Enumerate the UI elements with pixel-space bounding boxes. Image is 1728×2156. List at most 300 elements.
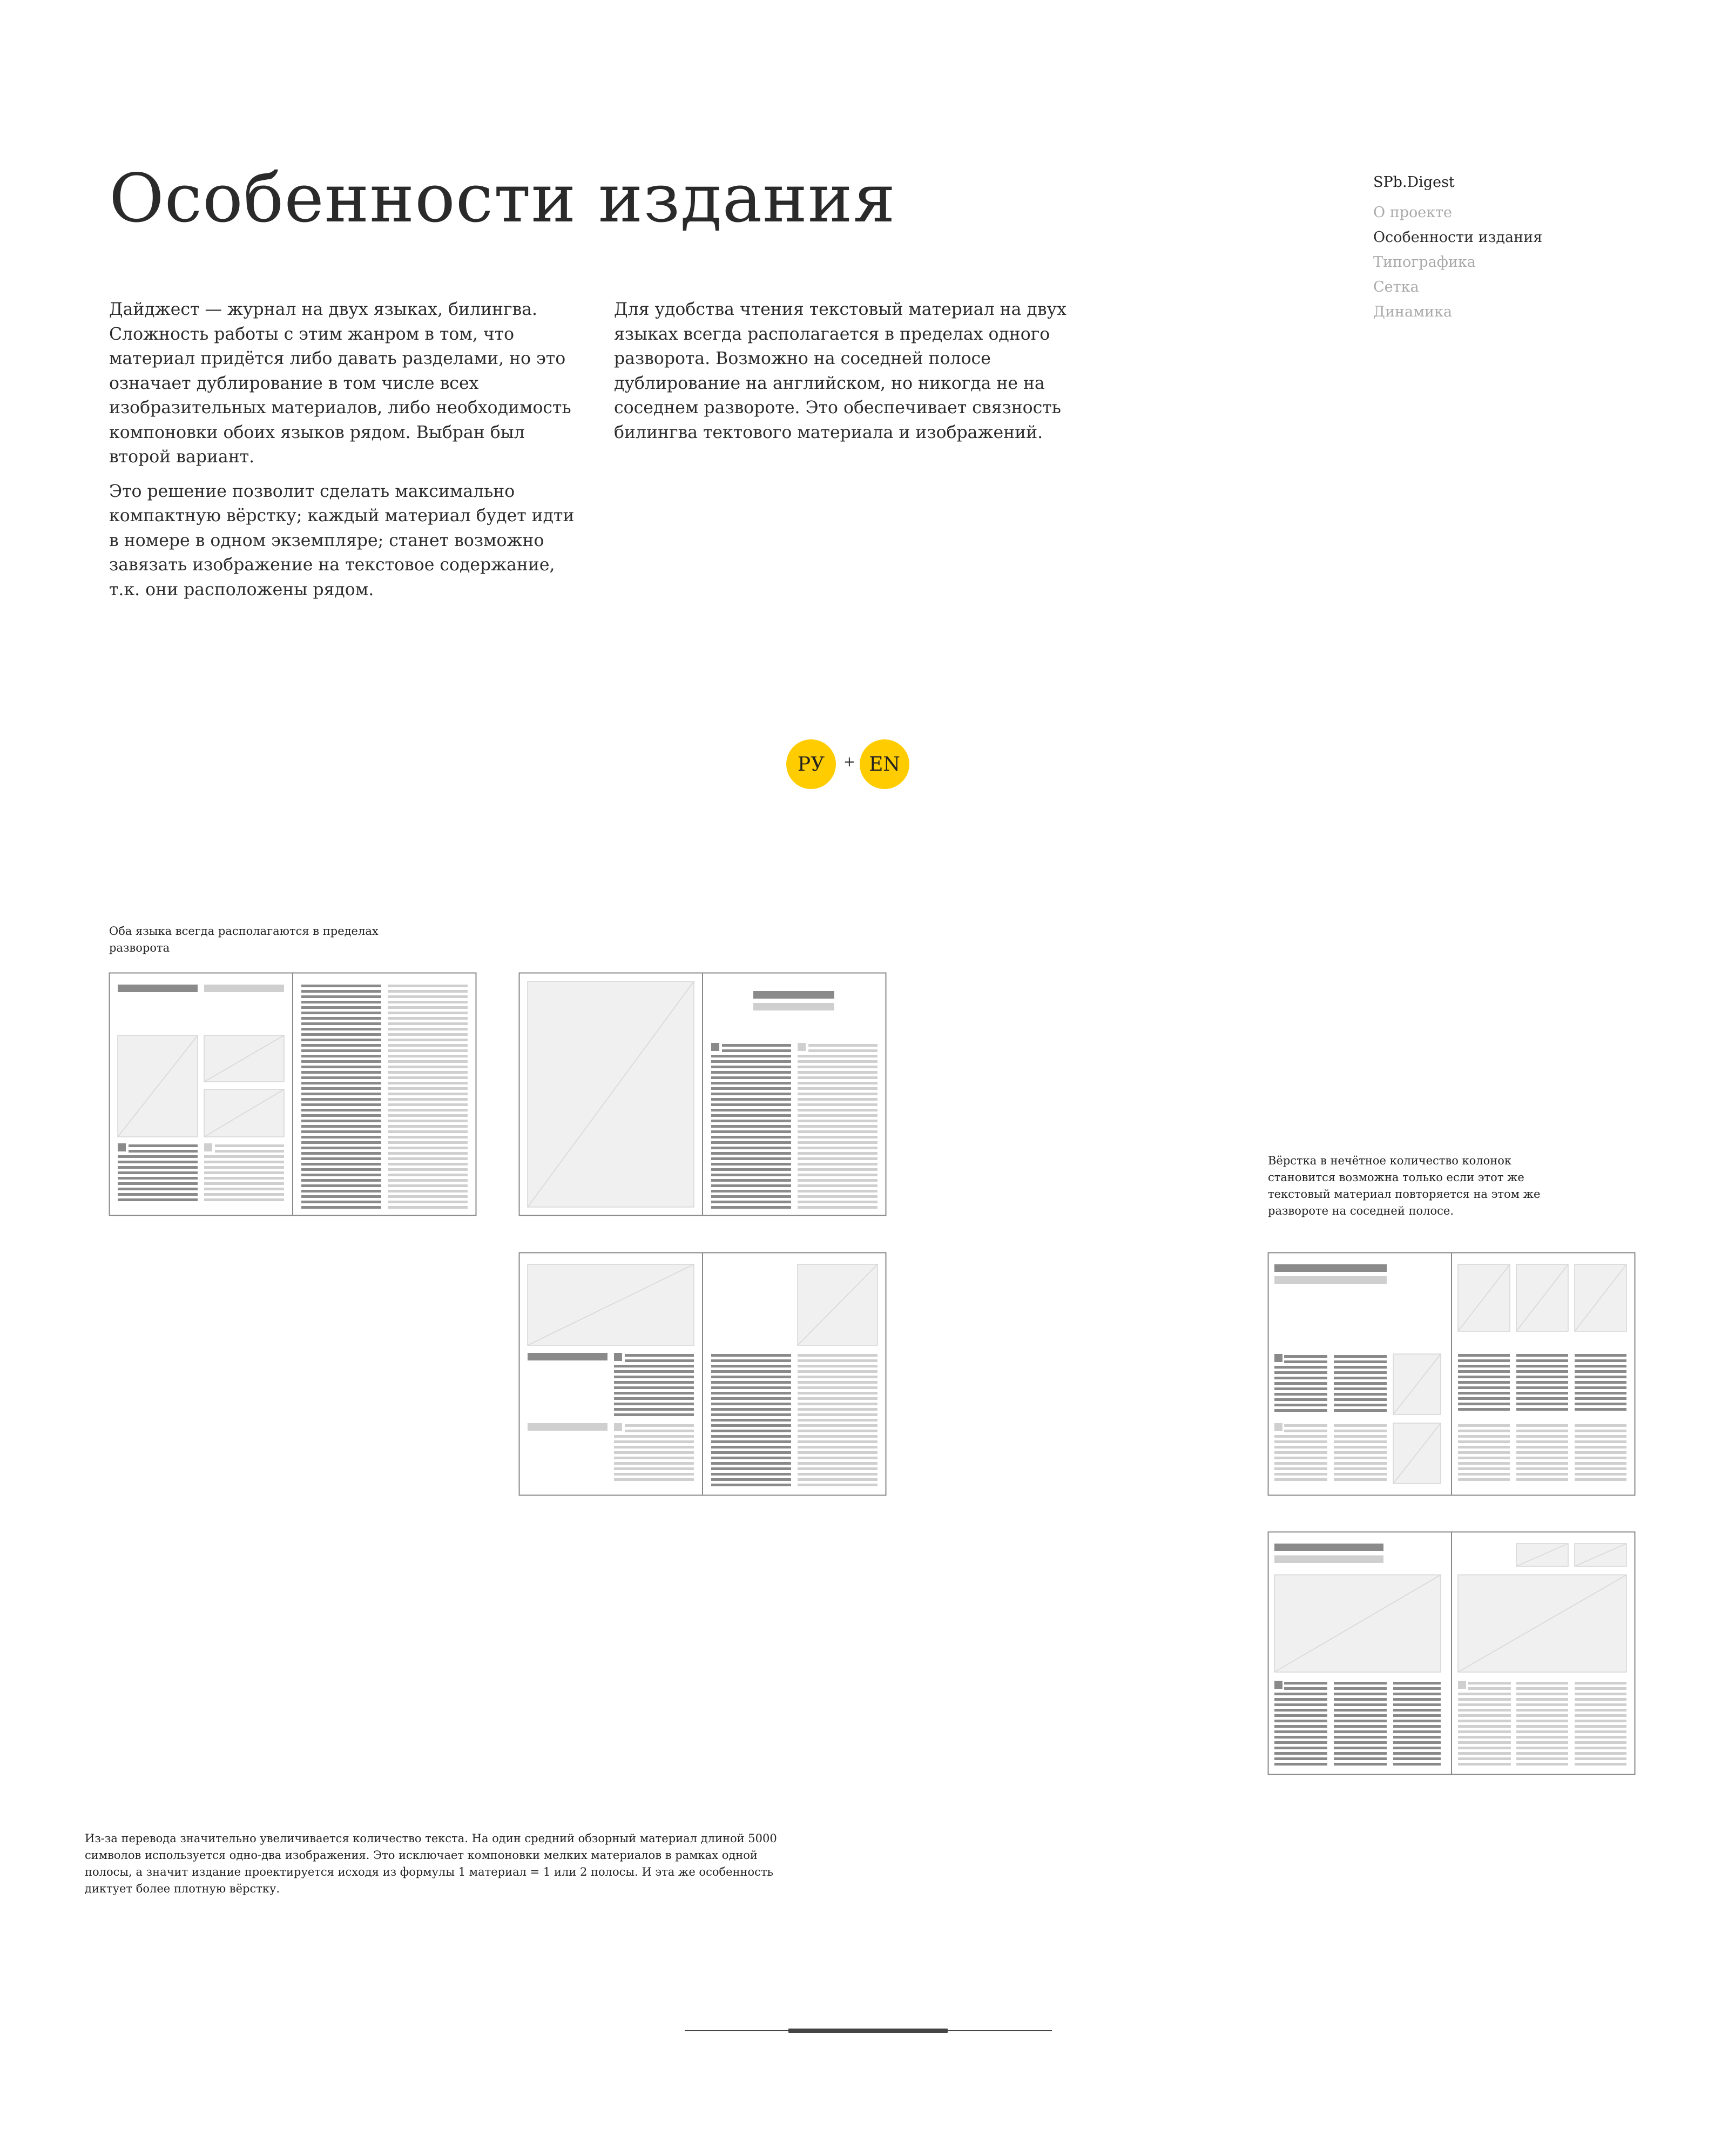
text-line [1274,1741,1327,1744]
text-line [1516,1440,1568,1443]
heading-bar [528,1353,608,1360]
text-line [301,1184,381,1187]
heading-bar [753,1003,834,1010]
text-line [711,1403,791,1405]
text-line [301,990,381,993]
text-line [1334,1730,1387,1733]
text-line [1458,1424,1510,1427]
text-line [1458,1703,1511,1706]
text-line [1274,1752,1327,1755]
text-line [711,1381,791,1384]
text-line [301,1049,381,1052]
text-line [388,1120,468,1122]
text-line [301,1109,381,1111]
text-line [118,1182,198,1185]
text-line [614,1403,694,1405]
text-line [1458,1730,1511,1733]
text-line [388,1114,468,1117]
text-line [1575,1424,1626,1427]
text-line [301,1168,381,1171]
text-line [1334,1424,1387,1427]
intro-paragraph: Дайджест — журнал на двух языках, билингва. Сложность работы с этим жанром в том, что материал придётся либо давать разделами, но это означает дублирование в том числе всех изобразительных материалов, либо необходимость компоновки обоих языков рядом. Выбран был второй вариант. [109,300,571,467]
text-line [1575,1359,1626,1362]
text-line [1393,1741,1441,1744]
slider-thumb[interactable] [788,2029,948,2033]
text-line [798,1103,878,1106]
text-line [711,1446,791,1448]
text-line [301,1179,381,1182]
text-line [1516,1752,1568,1755]
text-line [388,1190,468,1192]
text-line [388,1071,468,1074]
text-line [388,1022,468,1025]
text-line [1284,1682,1327,1685]
text-line [1334,1736,1387,1739]
text-line [1458,1462,1510,1465]
text-line [388,1168,468,1171]
text-line [1458,1386,1510,1389]
text-line [1458,1725,1511,1728]
text-line [1516,1763,1568,1766]
text-line [1575,1440,1626,1443]
nav-item-typography[interactable]: Типографика [1373,254,1476,271]
text-line [388,1201,468,1203]
text-line [798,1147,878,1149]
text-line [301,985,381,987]
heading-bar [204,985,284,992]
text-line [301,1055,381,1057]
text-line [129,1144,198,1147]
spread-diagram [1268,1532,1635,1775]
text-line [1575,1386,1626,1389]
text-line [301,1028,381,1030]
text-line [798,1098,878,1101]
text-line [1274,1730,1327,1733]
text-line [711,1467,791,1470]
text-line [1393,1698,1441,1701]
text-line [798,1195,878,1198]
text-line [798,1071,878,1074]
text-line [711,1098,791,1101]
page-slider[interactable] [685,2027,1052,2034]
text-line [301,1206,381,1209]
text-line [301,1066,381,1068]
text-line [1334,1714,1387,1717]
text-line [798,1446,878,1448]
text-line [1334,1682,1387,1685]
text-line [1458,1709,1511,1712]
text-line [1334,1404,1387,1406]
text-line [1516,1741,1568,1744]
text-line [1458,1397,1510,1400]
text-line [1334,1720,1387,1722]
text-line [1274,1387,1327,1390]
text-line [1516,1703,1568,1706]
text-line [301,1060,381,1063]
text-line [1468,1682,1511,1685]
text-line [798,1130,878,1133]
text-line [798,1359,878,1362]
spread-diagram [519,973,886,1216]
text-line [1575,1397,1626,1400]
text-line [614,1473,694,1475]
text-line [301,1174,381,1176]
text-line [388,1033,468,1036]
heading-bar [1274,1555,1383,1563]
intro-column-left [109,298,584,612]
text-line [1393,1682,1441,1685]
text-line [711,1478,791,1481]
text-line [204,1177,284,1180]
text-line [798,1179,878,1182]
text-line [614,1478,694,1481]
text-line [1575,1446,1626,1448]
text-line [1274,1435,1327,1438]
text-line [798,1430,878,1432]
text-line [711,1093,791,1095]
text-line [1393,1687,1441,1690]
caption-odd-columns: Вёрстка в нечётное количество колонок становится возможна только если этот же текстовый материал повторяется на этом же развороте на соседней полосе. [1268,1154,1541,1217]
text-line [1393,1747,1441,1749]
text-line [798,1093,878,1095]
text-line [1458,1440,1510,1443]
text-line [1458,1354,1510,1357]
text-line [1334,1725,1387,1728]
text-line [625,1359,694,1362]
text-line [118,1188,198,1190]
text-line [1458,1430,1510,1432]
text-line [711,1168,791,1171]
text-line [711,1103,791,1106]
caption-translation: Из-за перевода значительно увеличивается количество текста. На один средний обзорный материал длиной 5000 символов используется одно-два изображения. Это исключает компоновки мелких материалов в рамках одной полосы, а значит издание проектируется исходя из формулы 1 материал = 1 или 2 полосы. И эта же особенность диктует более плотную вёрстку. [85,1832,777,1895]
text-line [798,1184,878,1187]
text-line [388,1125,468,1128]
text-line [301,1195,381,1198]
text-line [1274,1457,1327,1459]
text-line [711,1066,791,1068]
text-line [1274,1398,1327,1401]
text-line [798,1087,878,1090]
text-line [1516,1693,1568,1695]
text-line [711,1408,791,1411]
text-line [1575,1682,1626,1685]
text-line [625,1354,694,1357]
text-line [1334,1698,1387,1701]
text-line [1516,1435,1568,1438]
text-line [301,1076,381,1079]
nav-item-about[interactable]: О проекте [1373,204,1453,221]
text-line [301,1201,381,1203]
text-line [1274,1709,1327,1712]
text-line [1458,1392,1510,1394]
text-line [711,1397,791,1400]
text-line [301,1071,381,1074]
text-line [301,1022,381,1025]
text-line [711,1179,791,1182]
text-line [711,1354,791,1357]
text-line [301,1012,381,1014]
heading-bar [118,985,198,992]
text-line [798,1163,878,1165]
text-line [1458,1473,1510,1475]
text-line [711,1435,791,1438]
text-line [204,1198,284,1201]
heading-bar [528,1423,608,1431]
brand-name: SPb.Digest [1373,174,1455,191]
text-line [388,1055,468,1057]
text-line [798,1484,878,1486]
text-line [388,1066,468,1068]
text-line [711,1392,791,1394]
text-line [798,1365,878,1367]
text-line [1458,1736,1511,1739]
text-line [1334,1387,1387,1390]
text-line [614,1386,694,1389]
text-line [301,1082,381,1084]
text-line [1274,1451,1327,1454]
text-line [1458,1752,1511,1755]
text-line [1575,1462,1626,1465]
text-line [711,1157,791,1160]
text-line [1393,1757,1441,1760]
text-line [1334,1462,1387,1465]
text-line [711,1087,791,1090]
language-badge-ru: РУ [786,739,836,789]
text-line [1274,1382,1327,1385]
text-line [1575,1370,1626,1373]
spread-diagram [519,1252,886,1495]
text-line [1334,1440,1387,1443]
text-line [388,1184,468,1187]
text-line [1468,1687,1511,1690]
text-line [1274,1467,1327,1470]
text-line [711,1370,791,1373]
text-line [711,1082,791,1084]
text-line [722,1044,791,1047]
text-line [388,985,468,987]
text-line [1516,1473,1568,1475]
text-line [301,1103,381,1106]
text-line [798,1120,878,1122]
text-line [798,1376,878,1378]
text-line [118,1166,198,1169]
text-line [614,1370,694,1373]
text-line [711,1120,791,1122]
text-line [1274,1763,1327,1766]
text-line [1516,1730,1568,1733]
text-line [808,1044,878,1047]
text-line [301,995,381,998]
text-line [388,1141,468,1144]
text-line [1458,1747,1511,1749]
text-line [1516,1698,1568,1701]
text-line [798,1206,878,1209]
text-line [1575,1354,1626,1357]
text-line [204,1193,284,1196]
text-line [798,1190,878,1192]
text-line [301,1157,381,1160]
initial-marker [798,1043,806,1051]
text-line [1575,1757,1626,1760]
text-line [1393,1725,1441,1728]
text-line [1575,1392,1626,1394]
text-line [1393,1720,1441,1722]
text-line [1516,1757,1568,1760]
text-line [1274,1393,1327,1396]
text-line [1334,1360,1387,1363]
text-line [1458,1376,1510,1378]
text-line [1274,1720,1327,1722]
text-line [1575,1381,1626,1384]
text-line [1334,1747,1387,1749]
text-line [614,1446,694,1448]
text-line [1334,1355,1387,1358]
text-line [1516,1687,1568,1690]
text-line [1284,1355,1327,1358]
initial-marker [1274,1354,1282,1362]
text-line [798,1457,878,1459]
text-line [614,1365,694,1367]
text-line [215,1144,284,1147]
text-line [1575,1430,1626,1432]
text-line [1516,1467,1568,1470]
text-line [1575,1457,1626,1459]
text-line [1458,1698,1511,1701]
heading-bar [1274,1544,1383,1551]
text-line [1458,1446,1510,1448]
text-line [798,1462,878,1465]
caption-both-languages: Оба языка всегда располагаются в пределах разворота [109,925,379,954]
text-line [1516,1736,1568,1739]
text-line [301,1006,381,1009]
text-line [1393,1703,1441,1706]
text-line [614,1435,694,1438]
text-line [129,1150,198,1153]
text-line [711,1190,791,1192]
text-line [1274,1377,1327,1379]
text-line [798,1125,878,1128]
nav-item-grid[interactable]: Сетка [1373,279,1419,295]
text-line [1458,1741,1511,1744]
text-line [1575,1763,1626,1766]
text-line [798,1157,878,1160]
initial-marker [118,1143,126,1151]
text-line [798,1419,878,1421]
intro-column-right [614,298,1100,455]
text-line [1575,1376,1626,1378]
text-line [1458,1451,1510,1454]
text-line [1284,1424,1327,1427]
text-line [1458,1763,1511,1766]
text-line [614,1462,694,1465]
text-line [301,1033,381,1036]
text-line [301,1152,381,1155]
text-line [798,1424,878,1427]
text-line [388,1044,468,1047]
text-line [204,1161,284,1163]
text-line [1334,1457,1387,1459]
text-line [118,1171,198,1174]
initial-marker [1274,1681,1282,1689]
text-line [1274,1473,1327,1475]
text-line [614,1397,694,1400]
text-line [711,1141,791,1144]
text-line [1516,1424,1568,1427]
text-line [1516,1376,1568,1378]
text-line [388,1152,468,1155]
text-line [1575,1752,1626,1755]
text-line [1334,1398,1387,1401]
text-line [301,1098,381,1101]
text-line [301,1120,381,1122]
language-badge-en: EN [860,739,909,789]
initial-marker [614,1423,622,1431]
text-line [722,1049,791,1052]
text-line [1458,1403,1510,1405]
text-line [1274,1440,1327,1443]
text-line [1516,1451,1568,1454]
text-line [711,1201,791,1203]
text-line [388,1001,468,1003]
text-line [118,1155,198,1158]
text-line [388,1103,468,1106]
text-line [711,1055,791,1057]
text-line [204,1188,284,1190]
text-line [1575,1714,1626,1717]
text-line [798,1408,878,1411]
text-line [1458,1365,1510,1367]
text-line [614,1413,694,1416]
text-line [1334,1451,1387,1454]
text-line [388,1082,468,1084]
text-line [1393,1693,1441,1695]
text-line [388,1060,468,1063]
nav-item-dynamics[interactable]: Динамика [1373,304,1453,320]
nav-item-features[interactable]: Особенности издания [1373,229,1543,246]
heading-bar [1274,1264,1387,1272]
text-line [118,1177,198,1180]
text-line [798,1141,878,1144]
text-line [1575,1725,1626,1728]
text-line [798,1392,878,1394]
initial-marker [614,1353,622,1361]
text-line [301,1125,381,1128]
text-line [388,1195,468,1198]
text-line [798,1114,878,1117]
text-line [1274,1478,1327,1481]
text-line [798,1473,878,1475]
text-line [301,1114,381,1117]
text-line [1575,1730,1626,1733]
text-line [1516,1359,1568,1362]
text-line [711,1147,791,1149]
text-line [1458,1381,1510,1384]
text-line [1274,1446,1327,1448]
text-line [798,1201,878,1203]
text-line [798,1397,878,1400]
text-line [711,1457,791,1459]
text-line [614,1457,694,1459]
text-line [711,1413,791,1416]
text-line [1575,1720,1626,1722]
text-line [711,1195,791,1198]
text-line [1516,1365,1568,1367]
text-line [614,1451,694,1454]
text-line [1334,1741,1387,1744]
heading-bar [753,991,834,999]
text-line [1516,1462,1568,1465]
text-line [1575,1709,1626,1712]
